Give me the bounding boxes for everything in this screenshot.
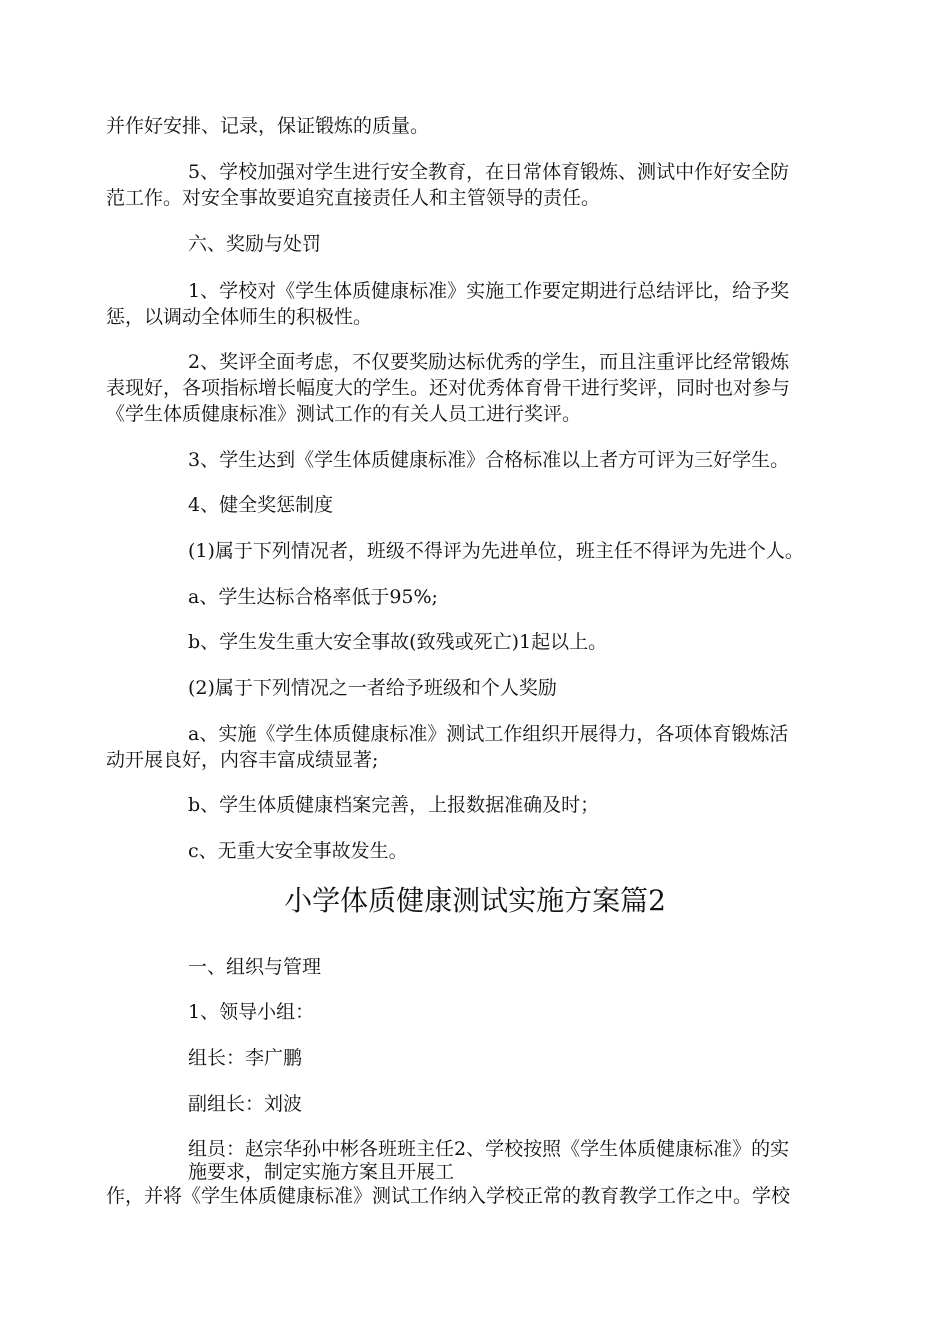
paragraph-line: (2)属于下列情况之一者给予班级和个人奖励 [188,677,557,699]
paragraph-line: 并作好安排、记录，保证锻炼的质量。 [106,115,430,137]
paragraph-line: 2、奖评全面考虑，不仅要奖励达标优秀的学生，而且注重评比经常锻炼 [188,351,790,373]
paragraph-line: 动开展良好，内容丰富成绩显著; [106,749,379,771]
paragraph-line: 5、学校加强对学生进行安全教育，在日常体育锻炼、测试中作好安全防 [188,161,790,183]
paragraph-line: 4、健全奖惩制度 [188,494,334,516]
section-heading: 六、奖励与处罚 [188,233,322,255]
list-item: c、无重大安全事故发生。 [188,840,408,862]
list-item: a、学生达标合格率低于95%; [188,586,438,608]
paragraph-line: 作，并将《学生体质健康标准》测试工作纳入学校正常的教育教学工作之中。学校 [106,1185,791,1207]
list-item: b、学生体质健康档案完善，上报数据准确及时； [188,794,600,816]
paragraph-line: (1)属于下列情况者，班级不得评为先进单位，班主任不得评为先进个人。 [188,540,804,562]
list-item: b、学生发生重大安全事故(致残或死亡)1起以上。 [188,631,608,653]
section-title: 小学体质健康测试实施方案篇2 [284,884,666,917]
paragraph-line: 组员：赵宗华孙中彬各班班主任2、学校按照《学生体质健康标准》的实 [188,1138,790,1160]
paragraph-line: 惩，以调动全体师生的积极性。 [106,306,373,328]
list-item: a、实施《学生体质健康标准》测试工作组织开展得力，各项体育锻炼活 [188,723,789,745]
paragraph-line: 副组长：刘波 [188,1093,303,1115]
paragraph-line: 表现好，各项指标增长幅度大的学生。还对优秀体育骨干进行奖评，同时也对参与 [106,377,791,399]
paragraph-line: 组长：李广鹏 [188,1047,303,1069]
paragraph-line: 《学生体质健康标准》测试工作的有关人员工进行奖评。 [106,403,582,425]
paragraph-line: 1、学校对《学生体质健康标准》实施工作要定期进行总结评比，给予奖 [188,280,790,302]
paragraph-line: 范工作。对安全事故要追究直接责任人和主管领导的责任。 [106,187,601,209]
section-heading: 一、组织与管理 [188,956,322,978]
paragraph-line: 1、领导小组： [188,1001,315,1023]
paragraph-line: 施要求，制定实施方案且开展工 [188,1161,455,1183]
paragraph-line: 3、学生达到《学生体质健康标准》合格标准以上者方可评为三好学生。 [188,449,790,471]
